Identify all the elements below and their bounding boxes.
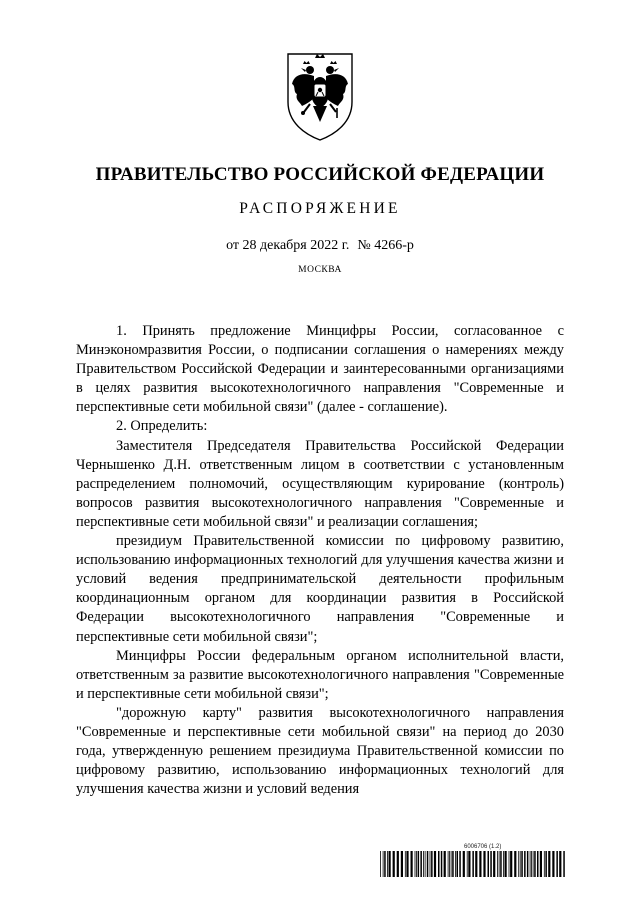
government-title: ПРАВИТЕЛЬСТВО РОССИЙСКОЙ ФЕДЕРАЦИИ — [95, 164, 545, 185]
paragraph: "дорожную карту" развития высокотехнологичного направления "Современные и перспективные сети мобильной связи" на период до 2030 года, утвержденную решением президиума Правительственной комиссии по цифровому развитию, использованию информационных технологий для улучшения качества жизни и условий ведения — [76, 704, 564, 798]
document-serial: 6006706 (1.2) — [464, 844, 502, 850]
document-city: МОСКВА — [298, 265, 342, 275]
paragraph: 1. Принять предложение Минцифры России, согласованное с Минэкономразвития России, о подписании соглашения о намерениях между Правительством Российской Федерации и заинтересованными организациями в целях развития высокотехнологичного направления "Современные и перспективные сети мобильной связи" (далее - соглашение). — [76, 323, 564, 416]
document-number: № 4266-р — [357, 238, 414, 253]
paragraph: Заместителя Председателя Правительства Российской Федерации Чернышенко Д.Н. ответственным лицом в соответствии с установленным распределением полномочий, осуществляющим курирование (контроль) вопросов развития высокотехнологичного направления "Современные и перспективные сети мобильной связи" и реализации соглашения; — [76, 437, 564, 530]
document-date: от 28 декабря 2022 г. — [226, 238, 350, 253]
document-type: РАСПОРЯЖЕНИЕ — [239, 200, 401, 217]
paragraph: 2. Определить: — [116, 418, 208, 435]
barcode-icon — [380, 851, 566, 877]
document-body — [76, 322, 564, 799]
russian-coat-of-arms-icon — [280, 50, 360, 142]
paragraph: Минцифры России федеральным органом исполнительной власти, ответственным за развитие высокотехнологичного направления "Современные и перспективные сети мобильной связи"; — [76, 647, 564, 702]
paragraph: президиум Правительственной комиссии по цифровому развитию, использованию информационных технологий для улучшения качества жизни и условий ведения предпринимательской деятельности профильным координационным органом для координации развития в Российской Федерации высокотехнологичного направления "Современные и перспективные сети мобильной связи"; — [76, 533, 564, 645]
document-date-line — [0, 238, 640, 254]
